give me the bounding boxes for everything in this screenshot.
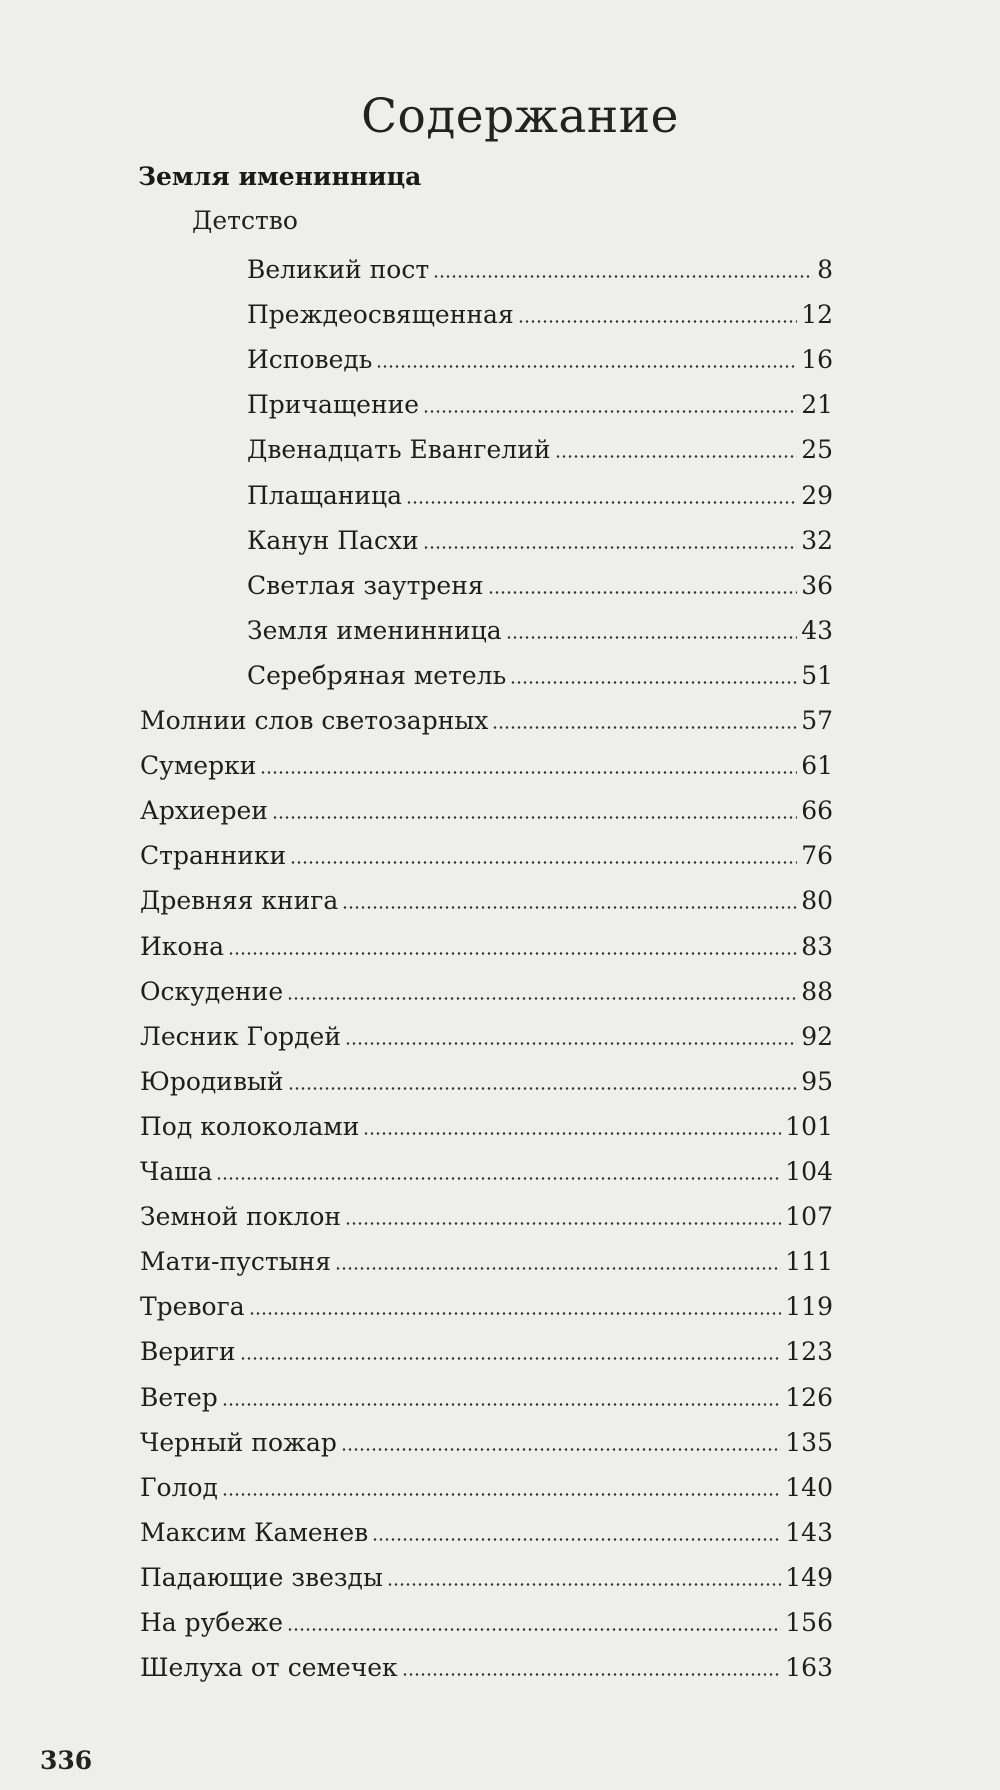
toc-entry-title: Максим Каменев <box>140 1517 369 1547</box>
dot-leader <box>335 1267 781 1270</box>
toc-entry-title: Ветер <box>140 1382 218 1412</box>
toc-entry-title: Сумерки <box>140 751 257 781</box>
toc-entry <box>247 471 833 511</box>
toc-entry-page: 16 <box>801 345 833 375</box>
toc-entry <box>140 876 833 916</box>
toc-entry-title: Вериги <box>140 1337 236 1367</box>
toc-entry-title: Тревога <box>140 1292 245 1322</box>
toc-entry-title: Архиереи <box>140 796 268 826</box>
toc-entry-page: 61 <box>801 751 833 781</box>
dot-leader <box>222 1403 781 1406</box>
dot-leader <box>433 275 813 278</box>
toc-entry-page: 57 <box>801 706 833 735</box>
toc-entry-page: 88 <box>801 976 833 1006</box>
toc-entry-title: Оскудение <box>140 976 284 1006</box>
toc-entry <box>247 380 833 420</box>
toc-entry-page: 80 <box>801 886 833 916</box>
toc-entry <box>247 561 833 601</box>
toc-entry-page: 51 <box>801 660 833 690</box>
toc-entry-title: Древняя книга <box>140 886 339 916</box>
toc-entry-page: 21 <box>801 390 833 420</box>
toc-entry-title: Чаша <box>140 1157 213 1186</box>
toc-entry <box>140 1598 833 1638</box>
toc-entry <box>140 1192 833 1232</box>
toc-entry-page: 66 <box>801 796 833 826</box>
toc-entry <box>247 651 833 691</box>
toc-entry-title: Молнии слов светозарных <box>140 706 489 735</box>
toc-entry-title: Канун Пасхи <box>247 525 419 555</box>
toc-entry-page: 123 <box>785 1337 833 1367</box>
toc-entry-title: Причащение <box>247 390 420 420</box>
dot-leader <box>260 771 797 774</box>
toc-entry <box>247 290 833 330</box>
toc-entry-page: 29 <box>801 480 833 510</box>
toc-entry-page: 25 <box>801 435 833 465</box>
toc-entry-page: 140 <box>785 1472 833 1502</box>
subsection-title: Детство <box>192 206 298 235</box>
dot-leader <box>363 1132 781 1135</box>
toc-entry-page: 101 <box>785 1111 833 1141</box>
dot-leader <box>406 501 797 504</box>
dot-leader <box>228 952 797 955</box>
toc-entry-page: 83 <box>801 931 833 961</box>
dot-leader <box>216 1177 781 1180</box>
toc-entry <box>140 1327 833 1367</box>
toc-entry <box>140 831 833 871</box>
dot-leader <box>222 1493 781 1496</box>
dot-leader <box>345 1042 797 1045</box>
toc-entry <box>140 1418 833 1458</box>
dot-leader <box>345 1222 781 1225</box>
toc-entry-title: Светлая заутреня <box>247 570 484 600</box>
toc-entry <box>140 1463 833 1503</box>
toc-entry-title: Земля именинница <box>247 615 502 645</box>
toc-entry-page: 76 <box>801 841 833 871</box>
dot-leader <box>402 1673 782 1676</box>
toc-entry-title: Земной поклон <box>140 1202 342 1232</box>
toc-entry-title: Серебряная метель <box>247 660 507 690</box>
toc-entry-page: 163 <box>785 1653 833 1683</box>
toc-entry-title: Мати-пустыня <box>140 1247 331 1277</box>
toc-entry-title: Икона <box>140 931 225 961</box>
toc-entry-page: 107 <box>785 1202 833 1232</box>
toc-entry <box>140 922 833 962</box>
dot-leader <box>506 636 798 639</box>
toc-entry <box>140 786 833 826</box>
toc-entry <box>140 1237 833 1277</box>
toc-entry-page: 12 <box>801 300 833 330</box>
toc-entry-page: 135 <box>785 1427 833 1457</box>
toc-entry-page: 104 <box>785 1157 833 1186</box>
dot-leader <box>249 1312 782 1315</box>
toc-entry-title: Двенадцать Евангелий <box>247 435 551 465</box>
toc-entry-title: Шелуха от семечек <box>140 1653 398 1683</box>
dot-leader <box>288 1087 798 1090</box>
toc-entry-page: 43 <box>801 615 833 645</box>
dot-leader <box>518 320 797 323</box>
toc-entry-title: Лесник Гордей <box>140 1021 342 1051</box>
toc-entry-title: Юродивый <box>140 1066 284 1096</box>
dot-leader <box>341 1448 781 1451</box>
dot-leader <box>387 1583 781 1586</box>
toc-entry <box>140 1553 833 1593</box>
dot-leader <box>342 906 797 909</box>
dot-leader <box>287 997 797 1000</box>
toc-entry <box>140 696 833 736</box>
toc-entry-title: Исповедь <box>247 345 373 375</box>
toc-entry-title: Под колоколами <box>140 1111 360 1141</box>
toc-entry <box>140 1012 833 1052</box>
toc-entry-title: Великий пост <box>247 255 430 284</box>
dot-leader <box>423 410 797 413</box>
toc-entry <box>247 425 833 465</box>
dot-leader <box>287 1628 781 1631</box>
toc-entry-title: Странники <box>140 841 287 871</box>
toc-entry-title: Преждеосвященная <box>247 300 514 330</box>
dot-leader <box>372 1538 781 1541</box>
toc-entry-page: 126 <box>785 1382 833 1412</box>
page-number: 336 <box>40 1746 93 1775</box>
toc-entry <box>247 516 833 556</box>
section-title: Земля именинница <box>138 162 422 191</box>
toc-entry-page: 111 <box>785 1247 833 1277</box>
dot-leader <box>555 455 798 458</box>
toc-entry <box>140 741 833 781</box>
page-title: Содержание <box>361 89 679 145</box>
dot-leader <box>376 365 797 368</box>
toc-entry <box>140 1147 833 1187</box>
dot-leader <box>488 591 798 594</box>
toc-entry <box>247 606 833 646</box>
toc-entry-page: 156 <box>785 1608 833 1637</box>
toc-entry <box>140 967 833 1007</box>
toc-entry-title: Плащаница <box>247 480 403 510</box>
dot-leader <box>272 816 797 819</box>
toc-entry-page: 8 <box>817 255 833 284</box>
dot-leader <box>510 681 797 684</box>
toc-entry-page: 32 <box>801 525 833 555</box>
dot-leader <box>240 1357 782 1360</box>
toc-entry-title: На рубеже <box>140 1608 284 1637</box>
toc-entry-page: 143 <box>785 1517 833 1547</box>
toc-entry <box>140 1373 833 1413</box>
dot-leader <box>290 861 797 864</box>
toc-entry-page: 119 <box>785 1292 833 1322</box>
toc-entry-title: Голод <box>140 1472 218 1502</box>
dot-leader <box>492 726 797 729</box>
toc-entry-title: Падающие звезды <box>140 1562 383 1592</box>
dot-leader <box>423 546 797 549</box>
toc-entry-page: 36 <box>801 570 833 600</box>
toc-entry <box>140 1057 833 1097</box>
toc-entry <box>140 1102 833 1142</box>
toc-entry-page: 95 <box>801 1066 833 1096</box>
toc-entry <box>140 1643 833 1683</box>
toc-entry-title: Черный пожар <box>140 1427 337 1457</box>
toc-entry-page: 92 <box>801 1021 833 1051</box>
toc-entry <box>140 1282 833 1322</box>
toc-entry <box>140 1508 833 1548</box>
toc-entry-page: 149 <box>785 1562 833 1592</box>
toc-entry <box>247 335 833 375</box>
toc-entry <box>247 245 833 285</box>
